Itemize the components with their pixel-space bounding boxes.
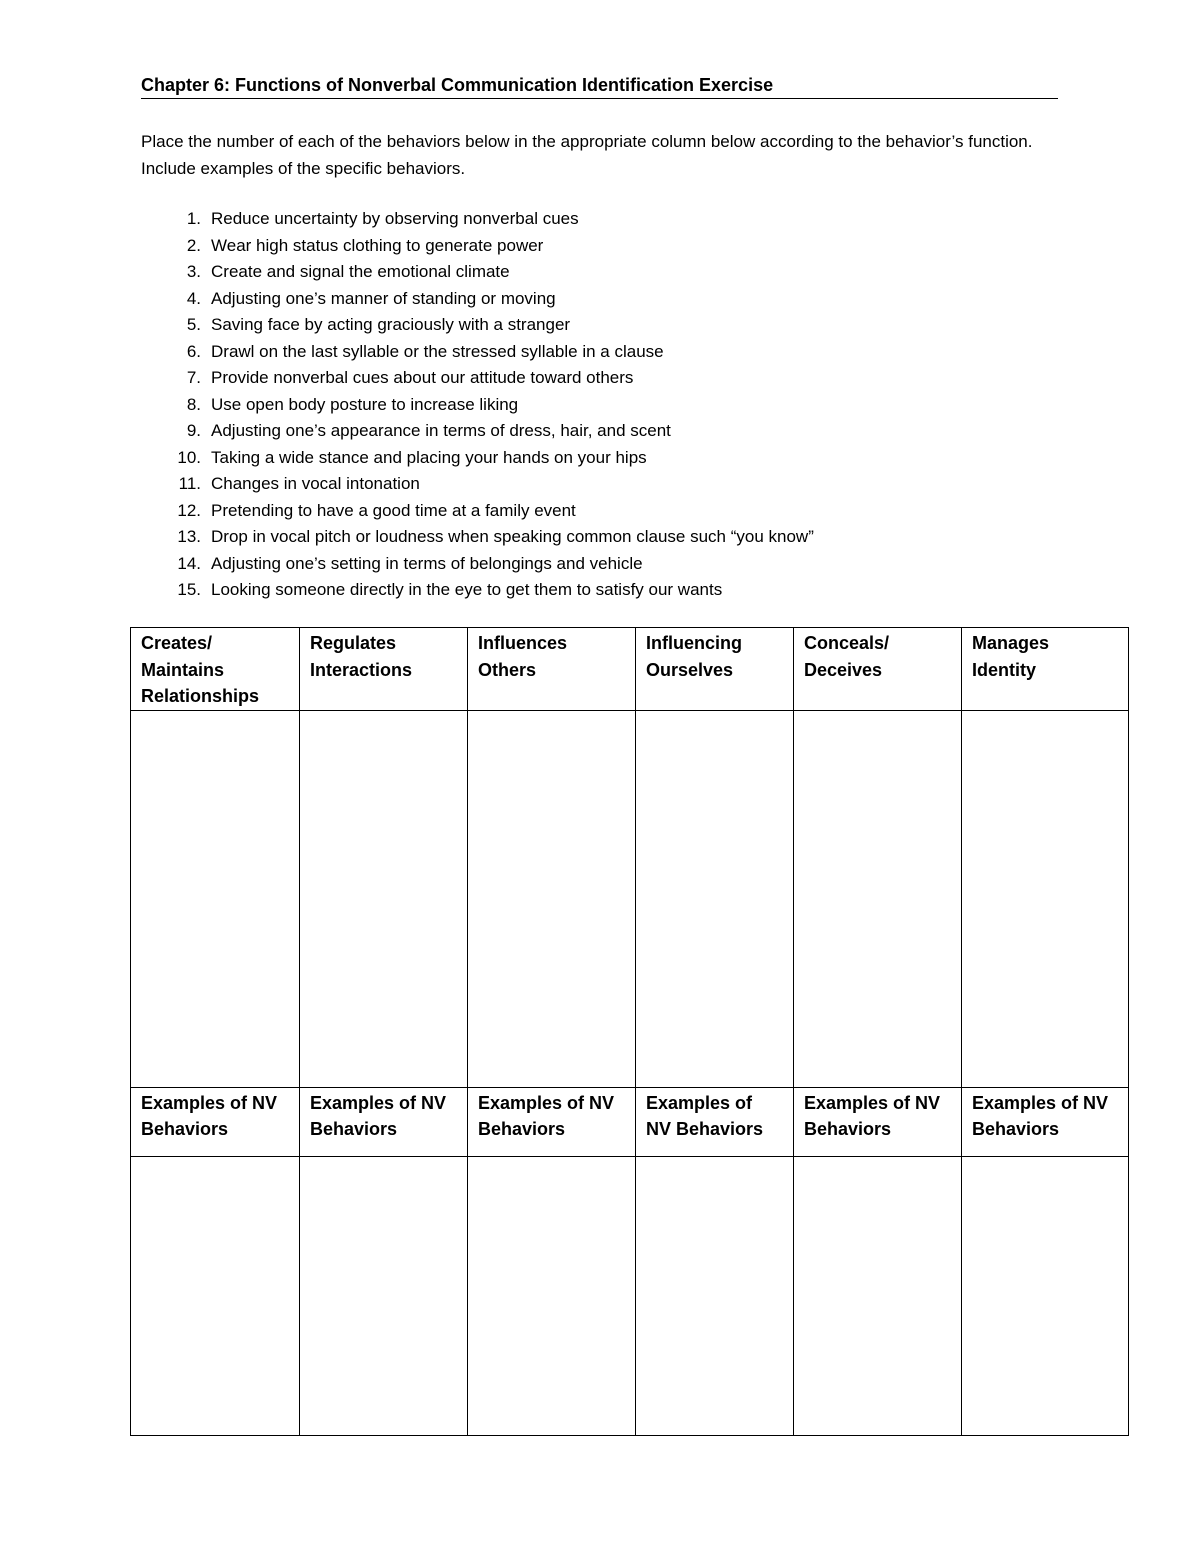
function-header-cell [636,628,794,711]
example-header-row [131,1087,1129,1156]
behavior-item [141,286,814,313]
function-header-line: Influencing [646,633,742,653]
function-header-cell [962,628,1129,711]
behavior-item [141,418,814,445]
function-header-line: Ourselves [646,659,734,680]
page-title: Chapter 6: Functions of Nonverbal Communication Identification Exercise [141,72,1058,99]
example-header-line: Examples of NV [310,1092,447,1113]
behavior-number: 3. [186,262,201,281]
example-header-line: Examples of NV [141,1092,278,1113]
function-answer-cell[interactable] [636,710,794,1087]
function-header-row [131,628,1129,711]
behavior-number: 5. [186,315,201,334]
example-header-cell [300,1087,468,1156]
function-header-line: Others [478,659,537,680]
function-header-cell [794,628,962,711]
behavior-item [141,206,814,233]
function-header-line: Maintains [141,659,225,680]
example-header-cell [131,1087,300,1156]
behavior-item [141,339,814,366]
behavior-item [141,392,814,419]
behavior-text: Adjusting one’s setting in terms of belongings and vehicle [211,553,643,573]
example-header-cell [468,1087,636,1156]
example-header-line: Behaviors [141,1119,229,1139]
function-header-line: Identity [972,659,1037,680]
behavior-text: Wear high status clothing to generate power [211,235,544,255]
behavior-number: 10. [177,447,201,467]
example-header-line: Examples of [646,1092,753,1113]
behavior-item [141,471,814,498]
behavior-text: Use open body posture to increase liking [211,394,519,414]
behavior-text: Adjusting one’s appearance in terms of dress, hair, and scent [211,421,671,440]
behavior-number: 1. [186,209,201,228]
example-header-line: Behaviors [972,1119,1060,1139]
behavior-text: Changes in vocal intonation [211,474,420,493]
function-header-line: Deceives [804,659,883,680]
function-header-cell [468,628,636,711]
function-answer-cell[interactable] [794,710,962,1087]
behavior-number: 2. [186,235,201,255]
behavior-item [141,233,814,260]
example-header-line: Examples of NV [972,1092,1109,1113]
example-answer-cell[interactable] [300,1156,468,1435]
behavior-text: Taking a wide stance and placing your hands on your hips [211,447,647,467]
functions-table [130,627,1129,1436]
behavior-number: 13. [177,527,201,546]
behavior-number: 7. [186,368,201,387]
example-answer-cell[interactable] [131,1156,300,1435]
behavior-item [141,312,814,339]
behavior-item [141,577,814,604]
example-header-line: Behaviors [310,1119,398,1139]
example-header-line: Examples of NV [804,1092,941,1113]
behavior-item [141,551,814,578]
behavior-item [141,498,814,525]
behavior-number: 4. [186,288,201,308]
behavior-text: Reduce uncertainty by observing nonverbal cues [211,209,579,228]
function-header-line: Conceals/ [804,633,890,653]
function-answer-cell[interactable] [131,710,300,1087]
example-header-line: Behaviors [478,1119,566,1139]
behavior-item [141,524,814,551]
behavior-text: Drop in vocal pitch or loudness when speaking common clause such “you know” [211,527,814,546]
example-answer-cell[interactable] [636,1156,794,1435]
function-header-cell [131,628,300,711]
function-answer-cell[interactable] [962,710,1129,1087]
behavior-text: Saving face by acting graciously with a stranger [211,315,571,334]
function-header-line: Manages [972,633,1050,653]
behavior-text: Looking someone directly in the eye to get them to satisfy our wants [211,580,723,599]
behavior-list [141,206,814,604]
example-header-cell [962,1087,1129,1156]
example-answer-cell[interactable] [962,1156,1129,1435]
function-header-line: Influences [478,633,568,653]
example-header-line: Examples of NV [478,1092,615,1113]
function-answer-row [131,710,1129,1087]
function-answer-cell[interactable] [300,710,468,1087]
function-header-line: Regulates [310,633,397,653]
function-header-cell [300,628,468,711]
behavior-item [141,365,814,392]
behavior-number: 14. [177,553,201,573]
example-header-line: NV Behaviors [646,1119,764,1139]
behavior-number: 6. [186,341,201,361]
behavior-text: Drawl on the last syllable or the stressed syllable in a clause [211,341,664,361]
function-answer-cell[interactable] [468,710,636,1087]
behavior-number: 12. [177,500,201,520]
function-header-line: Interactions [310,659,413,680]
example-answer-cell[interactable] [468,1156,636,1435]
example-header-cell [636,1087,794,1156]
behavior-item [141,445,814,472]
instructions-text: Place the number of each of the behaviors below in the appropriate column below according to the behavior’s function. Include examples of the specific behaviors. [141,132,1033,178]
behavior-number: 8. [186,394,201,414]
function-header-line: Creates/ [141,633,213,653]
function-header-line: Relationships [141,686,260,706]
example-header-cell [794,1087,962,1156]
behavior-text: Adjusting one’s manner of standing or moving [211,288,556,308]
behavior-item [141,259,814,286]
behavior-number: 9. [186,421,201,440]
behavior-number: 11. [178,474,201,493]
behavior-text: Provide nonverbal cues about our attitude toward others [211,368,634,387]
example-answer-cell[interactable] [794,1156,962,1435]
behavior-text: Create and signal the emotional climate [211,262,510,281]
example-answer-row [131,1156,1129,1435]
behavior-number: 15. [177,580,201,599]
example-header-line: Behaviors [804,1119,892,1139]
behavior-text: Pretending to have a good time at a family event [211,500,576,520]
